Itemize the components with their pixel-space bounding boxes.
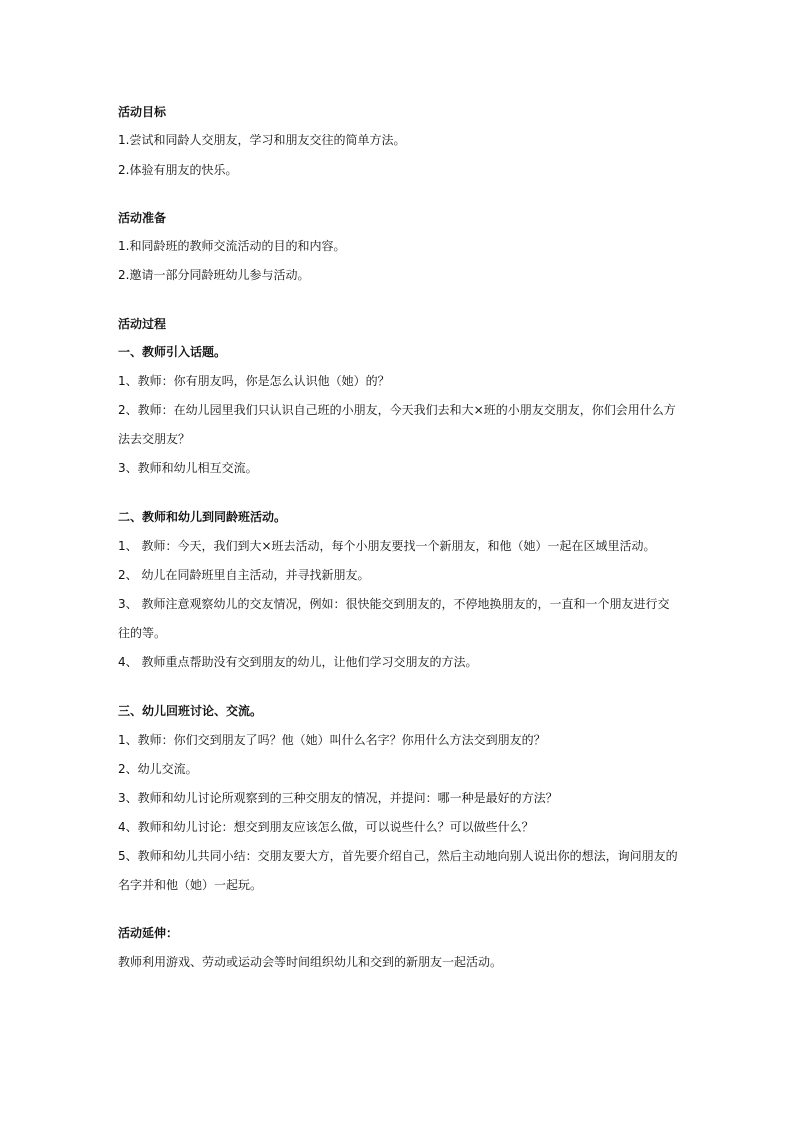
part3-item: 1、教师：你们交到朋友了吗？他（她）叫什么名字？你用什么方法交到朋友的？ <box>118 733 546 747</box>
part2-item: 4、 教师重点帮助没有交到朋友的幼儿，让他们学习交朋友的方法。 <box>118 655 478 669</box>
part2-item: 3、 教师注意观察幼儿的交友情况，例如：很快能交到朋友的，不停地换朋友的，一直和一个朋友进行交 <box>118 597 670 611</box>
part1-item: 3、教师和幼儿相互交流。 <box>118 461 258 475</box>
part3-item: 4、教师和幼儿讨论：想交到朋友应该怎么做，可以说些什么？可以做些什么？ <box>118 820 534 834</box>
part3-item: 3、教师和幼儿讨论所观察到的三种交朋友的情况，并提问：哪一种是最好的方法？ <box>118 791 558 805</box>
part3-item: 2、幼儿交流。 <box>118 762 198 776</box>
part2-item: 2、 幼儿在同龄班里自主活动，并寻找新朋友。 <box>118 568 370 582</box>
part2-item: 1、 教师：今天，我们到大×班去活动，每个小朋友要找一个新朋友，和他（她）一起在区域里活动。 <box>118 539 656 553</box>
part3-item: 5、教师和幼儿共同小结：交朋友要大方，首先要介绍自己，然后主动地向别人说出你的想法，询问朋友的 <box>118 849 678 863</box>
part1-item: 2、教师：在幼儿园里我们只认识自己班的小朋友，今天我们去和大×班的小朋友交朋友，你们会用什么方 <box>118 403 676 417</box>
part3-item-continuation: 名字并和他（她）一起玩。 <box>118 878 263 892</box>
goals-item: 2.体验有朋友的快乐。 <box>118 163 238 177</box>
prep-item: 2.邀请一部分同龄班幼儿参与活动。 <box>118 268 310 282</box>
part1-item: 1、教师：你有朋友吗，你是怎么认识他（她）的？ <box>118 374 390 388</box>
goals-item: 1.尝试和同龄人交朋友，学习和朋友交往的简单方法。 <box>118 133 406 147</box>
prep-item: 1.和同龄班的教师交流活动的目的和内容。 <box>118 239 346 253</box>
part1-item-continuation: 法去交朋友？ <box>118 432 191 446</box>
process-heading: 活动过程 <box>118 317 167 331</box>
part1-heading: 一、教师引入话题。 <box>118 345 227 359</box>
extension-heading: 活动延伸： <box>118 926 179 940</box>
goals-heading: 活动目标 <box>118 105 167 119</box>
part2-heading: 二、教师和幼儿到同龄班活动。 <box>118 510 287 524</box>
part2-item-continuation: 往的等。 <box>118 626 167 640</box>
prep-heading: 活动准备 <box>118 211 167 225</box>
extension-item: 教师利用游戏、劳动或运动会等时间组织幼儿和交到的新朋友一起活动。 <box>118 955 503 969</box>
part3-heading: 三、幼儿回班讨论、交流。 <box>118 704 263 718</box>
